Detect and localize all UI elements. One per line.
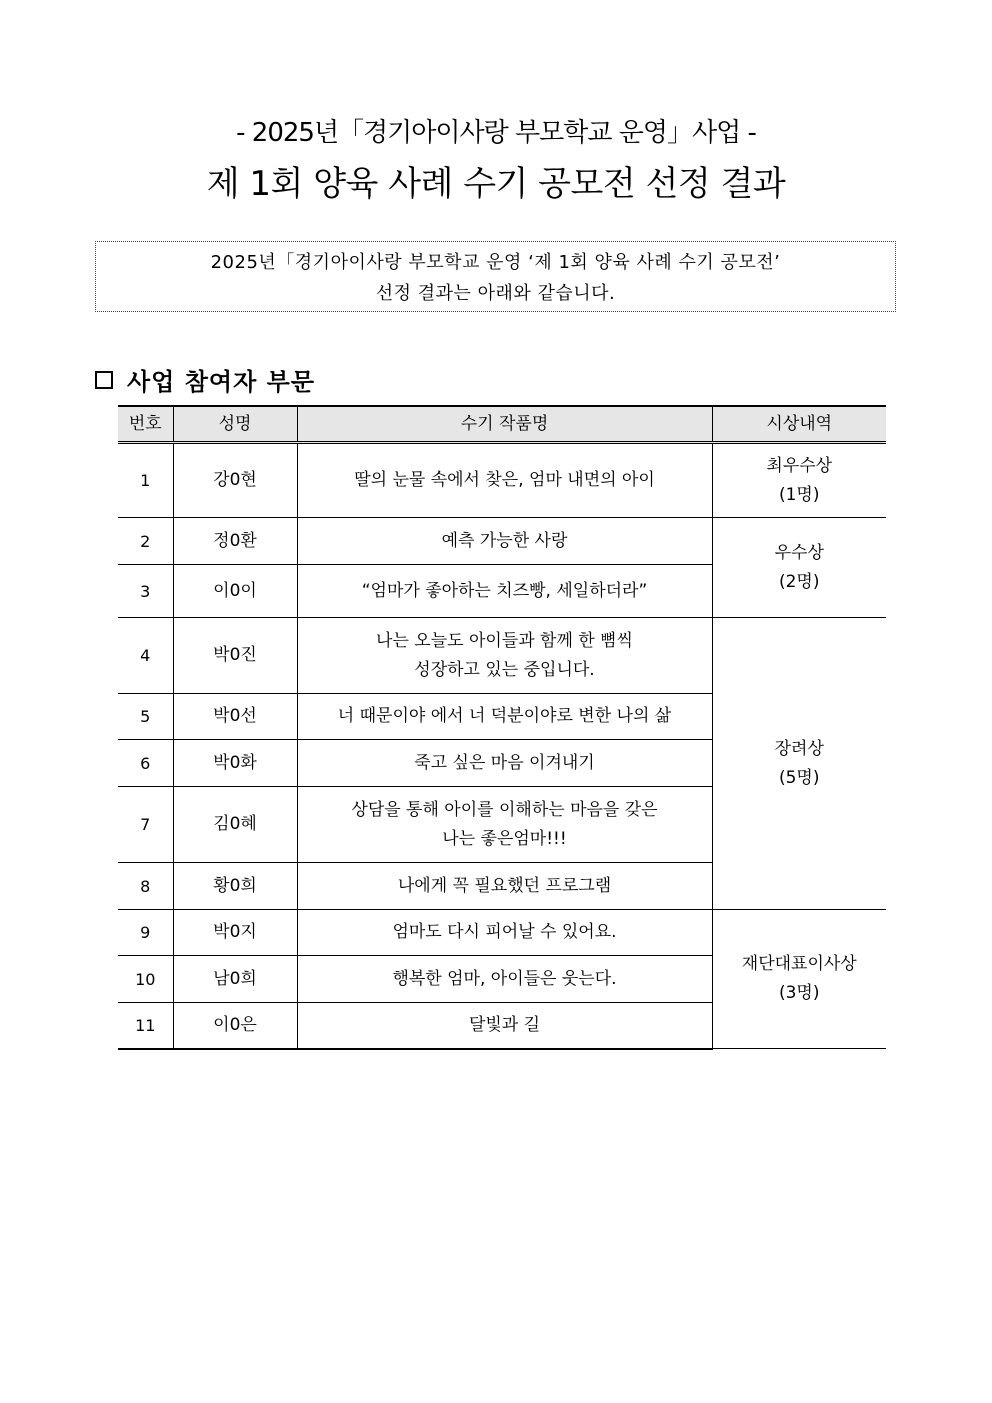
header-name: 성명	[173, 406, 297, 443]
table-row	[118, 443, 886, 518]
header-work-title: 수기 작품명	[297, 406, 712, 443]
table-row	[118, 910, 886, 956]
notice-box	[95, 241, 896, 312]
notice-line-1: 2025년「경기아이사랑 부모학교 운영 ‘제 1회 양육 사례 수기 공모전’	[210, 252, 781, 273]
award-count: (1명)	[778, 484, 820, 505]
row-name: 남0희	[173, 956, 297, 1003]
row-number: 3	[118, 565, 173, 618]
row-work-title: 엄마도 다시 피어날 수 있어요.	[297, 910, 712, 956]
row-number: 7	[118, 787, 173, 863]
header-award: 시상내역	[712, 406, 886, 443]
work-title-line-2: 성장하고 있는 중입니다.	[414, 659, 595, 680]
row-work-title: 예측 가능한 사랑	[297, 518, 712, 565]
row-work-title: 행복한 엄마, 아이들은 웃는다.	[297, 956, 712, 1003]
award-cell	[712, 618, 886, 910]
row-name: 박0지	[173, 910, 297, 956]
table-header-row	[118, 406, 886, 443]
work-title-line-1: 나는 오늘도 아이들과 함께 한 뼘씩	[376, 630, 633, 651]
table-row	[118, 618, 886, 694]
award-count: (5명)	[778, 767, 820, 788]
row-name: 김0혜	[173, 787, 297, 863]
award-name: 재단대표이사상	[741, 954, 857, 974]
section-title: 사업 참여자 부문	[127, 368, 315, 396]
row-number: 4	[118, 618, 173, 694]
row-name: 이0은	[173, 1003, 297, 1049]
row-work-title: 딸의 눈물 속에서 찾은, 엄마 내면의 아이	[297, 443, 712, 518]
row-number: 9	[118, 910, 173, 956]
document-title: 제 1회 양육 사례 수기 공모전 선정 결과	[206, 164, 786, 204]
row-name: 이0이	[173, 565, 297, 618]
row-name: 박0선	[173, 694, 297, 740]
row-number: 2	[118, 518, 173, 565]
row-name: 박0화	[173, 740, 297, 787]
row-number: 6	[118, 740, 173, 787]
award-name: 우수상	[774, 542, 824, 563]
row-work-title: “엄마가 좋아하는 치즈빵, 세일하더라”	[297, 565, 712, 618]
row-name: 황0희	[173, 863, 297, 910]
row-name: 박0진	[173, 618, 297, 694]
award-count: (2명)	[778, 571, 820, 592]
award-count: (3명)	[778, 983, 820, 1003]
row-work-title: 나에게 꼭 필요했던 프로그램	[297, 863, 712, 910]
row-number: 8	[118, 863, 173, 910]
section-heading	[95, 362, 315, 397]
results-table	[118, 405, 886, 1050]
notice-line-2: 선정 결과는 아래와 같습니다.	[375, 283, 616, 304]
award-cell	[712, 443, 886, 518]
work-title-line-2: 나는 좋은엄마!!!	[442, 828, 567, 849]
award-name: 장려상	[774, 738, 824, 759]
row-work-title	[297, 787, 712, 863]
row-number: 10	[118, 956, 173, 1003]
row-work-title: 달빛과 길	[297, 1003, 712, 1049]
row-work-title	[297, 618, 712, 694]
header-number: 번호	[118, 406, 173, 443]
row-name: 강0현	[173, 443, 297, 518]
award-cell	[712, 518, 886, 618]
award-name: 최우수상	[766, 455, 833, 476]
row-name: 정0환	[173, 518, 297, 565]
award-cell	[712, 910, 886, 1049]
empty-square-icon	[95, 371, 113, 389]
row-work-title: 너 때문이야 에서 너 덕분이야로 변한 나의 삶	[297, 694, 712, 740]
table-row	[118, 518, 886, 565]
row-number: 5	[118, 694, 173, 740]
work-title-line-1: 상담을 통해 아이를 이해하는 마음을 갖은	[351, 799, 658, 820]
row-work-title: 죽고 싶은 마음 이겨내기	[297, 740, 712, 787]
document-subtitle: - 2025년「경기아이사랑 부모학교 운영」사업 -	[236, 118, 756, 148]
row-number: 1	[118, 443, 173, 518]
row-number: 11	[118, 1003, 173, 1049]
